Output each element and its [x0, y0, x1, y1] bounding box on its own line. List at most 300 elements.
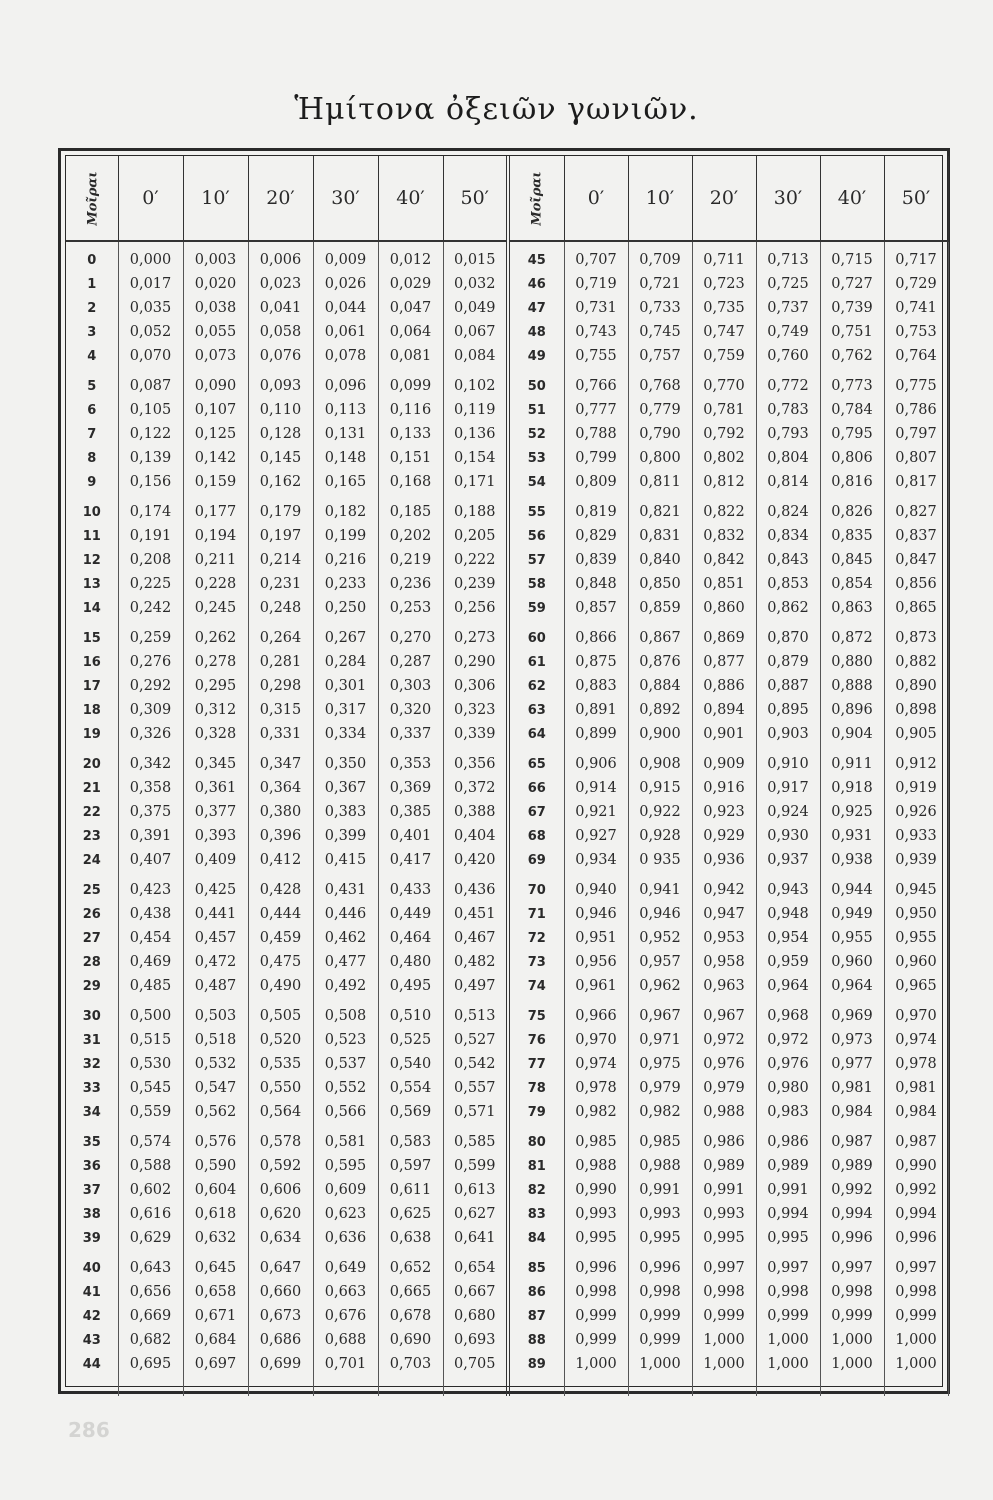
sine-value-cell: 0,993: [692, 1202, 756, 1226]
sine-value-cell: 0,993: [564, 1202, 628, 1226]
sine-value-cell: 0,375: [118, 800, 183, 824]
filler-cell: [756, 1376, 820, 1396]
sine-value-cell: 0,811: [628, 470, 692, 494]
sine-value-cell: 0,595: [313, 1154, 378, 1178]
sine-value-cell: 0,994: [756, 1202, 820, 1226]
degree-cell: 57: [508, 548, 564, 572]
sine-value-cell: 0,908: [628, 752, 692, 776]
sine-value-cell: 0,950: [884, 902, 948, 926]
sine-value-cell: 0,525: [378, 1028, 443, 1052]
table-row: [66, 626, 948, 650]
sine-value-cell: 0,116: [378, 398, 443, 422]
table-row: [66, 1004, 948, 1028]
sine-value-cell: 0,557: [443, 1076, 508, 1100]
sine-value-cell: 0,278: [183, 650, 248, 674]
sine-value-cell: 0,211: [183, 548, 248, 572]
sine-value-cell: 0,999: [692, 1304, 756, 1328]
sine-value-cell: 0,409: [183, 848, 248, 872]
sine-value-cell: 0,865: [884, 596, 948, 620]
sine-value-cell: 0,994: [820, 1202, 884, 1226]
sine-value-cell: 0,216: [313, 548, 378, 572]
sine-value-cell: 0,788: [564, 422, 628, 446]
sine-value-cell: 0,995: [564, 1226, 628, 1250]
sine-value-cell: 0,554: [378, 1076, 443, 1100]
degree-cell: 33: [66, 1076, 118, 1100]
table-row: [66, 698, 948, 722]
sine-value-cell: 0,073: [183, 344, 248, 368]
degree-cell: 4: [66, 344, 118, 368]
degree-cell: 74: [508, 974, 564, 998]
degree-cell: 76: [508, 1028, 564, 1052]
degree-cell: 13: [66, 572, 118, 596]
degree-cell: 41: [66, 1280, 118, 1304]
sine-value-cell: 0,964: [820, 974, 884, 998]
sine-value-cell: 0,113: [313, 398, 378, 422]
degree-cell: 6: [66, 398, 118, 422]
sine-value-cell: 0,151: [378, 446, 443, 470]
spacer-cell: [183, 241, 248, 248]
sine-value-cell: 0,540: [378, 1052, 443, 1076]
sine-value-cell: 0,125: [183, 422, 248, 446]
sine-value-cell: 0,219: [378, 548, 443, 572]
sine-value-cell: 0,998: [628, 1280, 692, 1304]
sine-value-cell: 0,682: [118, 1328, 183, 1352]
sine-value-cell: 0,999: [820, 1304, 884, 1328]
degree-cell: 3: [66, 320, 118, 344]
sine-value-cell: 0,342: [118, 752, 183, 776]
sine-value-cell: 0,087: [118, 374, 183, 398]
degree-cell: 36: [66, 1154, 118, 1178]
minute-header: 40′: [378, 156, 443, 241]
table-row: [66, 1352, 948, 1376]
sine-value-cell: 0,482: [443, 950, 508, 974]
degree-cell: 2: [66, 296, 118, 320]
sine-value-cell: 0,500: [118, 1004, 183, 1028]
sine-value-cell: 0,515: [118, 1028, 183, 1052]
sine-value-cell: 0,991: [692, 1178, 756, 1202]
sine-value-cell: 0,620: [248, 1202, 313, 1226]
sine-value-cell: 0,781: [692, 398, 756, 422]
sine-value-cell: 0,171: [443, 470, 508, 494]
sine-value-cell: 0,978: [884, 1052, 948, 1076]
sine-value-cell: 0,850: [628, 572, 692, 596]
sine-value-cell: 0,686: [248, 1328, 313, 1352]
sine-value-cell: 0,731: [564, 296, 628, 320]
sine-value-cell: 0,559: [118, 1100, 183, 1124]
sine-value-cell: 0,399: [313, 824, 378, 848]
sine-value-cell: 0,367: [313, 776, 378, 800]
degree-cell: 53: [508, 446, 564, 470]
sine-value-cell: 0,364: [248, 776, 313, 800]
minute-header: 40′: [820, 156, 884, 241]
sine-value-cell: 0,475: [248, 950, 313, 974]
degree-cell: 30: [66, 1004, 118, 1028]
sine-value-cell: 0,925: [820, 800, 884, 824]
sine-value-cell: 0,202: [378, 524, 443, 548]
sine-value-cell: 0,816: [820, 470, 884, 494]
table-row: [66, 398, 948, 422]
sine-value-cell: 0,924: [756, 800, 820, 824]
sine-value-cell: 0,988: [564, 1154, 628, 1178]
sine-value-cell: 0,253: [378, 596, 443, 620]
sine-value-cell: 0,703: [378, 1352, 443, 1376]
sine-value-cell: 0,961: [564, 974, 628, 998]
sine-value-cell: 0,986: [692, 1130, 756, 1154]
sine-value-cell: 0,009: [313, 248, 378, 272]
sine-value-cell: 0,972: [692, 1028, 756, 1052]
sine-value-cell: 0,999: [628, 1304, 692, 1328]
sine-value-cell: 0,723: [692, 272, 756, 296]
sine-value-cell: 0,292: [118, 674, 183, 698]
table-row: [66, 926, 948, 950]
minute-header: 30′: [313, 156, 378, 241]
table-row: [66, 974, 948, 998]
sine-value-cell: 0,891: [564, 698, 628, 722]
sine-value-cell: 0,576: [183, 1130, 248, 1154]
table-row: [66, 272, 948, 296]
sine-value-cell: 0,372: [443, 776, 508, 800]
sine-value-cell: 0,658: [183, 1280, 248, 1304]
sine-value-cell: 0,900: [628, 722, 692, 746]
sine-value-cell: 0,856: [884, 572, 948, 596]
sine-value-cell: 0,632: [183, 1226, 248, 1250]
sine-value-cell: 0,168: [378, 470, 443, 494]
sine-value-cell: 0,755: [564, 344, 628, 368]
sine-value-cell: 0,946: [564, 902, 628, 926]
sine-value-cell: 0,699: [248, 1352, 313, 1376]
sine-value-cell: 0,303: [378, 674, 443, 698]
degree-cell: 54: [508, 470, 564, 494]
sine-value-cell: 0,654: [443, 1256, 508, 1280]
sine-value-cell: 1,000: [820, 1328, 884, 1352]
sine-value-cell: 0,971: [628, 1028, 692, 1052]
sine-value-cell: 0,505: [248, 1004, 313, 1028]
sine-value-cell: 0,401: [378, 824, 443, 848]
sine-value-cell: 0,800: [628, 446, 692, 470]
sine-value-cell: 0,941: [628, 878, 692, 902]
degree-cell: 44: [66, 1352, 118, 1376]
sine-value-cell: 0,998: [756, 1280, 820, 1304]
sine-value-cell: 0,665: [378, 1280, 443, 1304]
sine-value-cell: 0,356: [443, 752, 508, 776]
sine-value-cell: 0,943: [756, 878, 820, 902]
sine-value-cell: 0,862: [756, 596, 820, 620]
spacer-cell: [820, 241, 884, 248]
sine-value-cell: 0,369: [378, 776, 443, 800]
sine-value-cell: 0,613: [443, 1178, 508, 1202]
sine-value-cell: 0,625: [378, 1202, 443, 1226]
degree-cell: 32: [66, 1052, 118, 1076]
sine-value-cell: 0,527: [443, 1028, 508, 1052]
sine-value-cell: 0,917: [756, 776, 820, 800]
sine-value-cell: 0,962: [628, 974, 692, 998]
sine-value-cell: 0,989: [820, 1154, 884, 1178]
degree-cell: 5: [66, 374, 118, 398]
sine-value-cell: 0,709: [628, 248, 692, 272]
sine-value-cell: 0,099: [378, 374, 443, 398]
sine-value-cell: 0,882: [884, 650, 948, 674]
sine-value-cell: 0,312: [183, 698, 248, 722]
sine-value-cell: 0,938: [820, 848, 884, 872]
table-row: [66, 1304, 948, 1328]
degree-cell: 88: [508, 1328, 564, 1352]
table-row: [66, 572, 948, 596]
sine-value-cell: 0,906: [564, 752, 628, 776]
sine-value-cell: 0,287: [378, 650, 443, 674]
sine-value-cell: 0,616: [118, 1202, 183, 1226]
sine-value-cell: 0,669: [118, 1304, 183, 1328]
sine-value-cell: 0,697: [183, 1352, 248, 1376]
sine-value-cell: 0,814: [756, 470, 820, 494]
sine-value-cell: 0,995: [628, 1226, 692, 1250]
sine-value-cell: 0,890: [884, 674, 948, 698]
degree-cell: 83: [508, 1202, 564, 1226]
sine-value-cell: 0,990: [884, 1154, 948, 1178]
sine-value-cell: 0,873: [884, 626, 948, 650]
spacer-cell: [628, 241, 692, 248]
sine-value-cell: 0,986: [756, 1130, 820, 1154]
sine-value-cell: 0,998: [820, 1280, 884, 1304]
sine-value-cell: 0,454: [118, 926, 183, 950]
sine-value-cell: 0,918: [820, 776, 884, 800]
table-row: [66, 1328, 948, 1352]
filler-cell: [313, 1376, 378, 1396]
table-header-row: [66, 156, 948, 241]
sine-value-cell: 0,636: [313, 1226, 378, 1250]
sine-value-cell: 0,792: [692, 422, 756, 446]
sine-value-cell: 0,784: [820, 398, 884, 422]
sine-value-cell: 0,981: [820, 1076, 884, 1100]
sine-value-cell: 0,997: [756, 1256, 820, 1280]
sine-value-cell: 0,656: [118, 1280, 183, 1304]
sine-value-cell: 0,267: [313, 626, 378, 650]
sine-value-cell: 0,228: [183, 572, 248, 596]
sine-value-cell: 0,933: [884, 824, 948, 848]
sine-value-cell: 0,847: [884, 548, 948, 572]
sine-value-cell: 0,690: [378, 1328, 443, 1352]
sine-value-cell: 0,214: [248, 548, 313, 572]
sine-value-cell: 0,017: [118, 272, 183, 296]
sine-value-cell: 0,894: [692, 698, 756, 722]
sine-value-cell: 0,145: [248, 446, 313, 470]
table-row: [66, 446, 948, 470]
sine-value-cell: 0,959: [756, 950, 820, 974]
sine-value-cell: 0,420: [443, 848, 508, 872]
sine-value-cell: 0,869: [692, 626, 756, 650]
sine-value-cell: 0,822: [692, 500, 756, 524]
sine-value-cell: 0,645: [183, 1256, 248, 1280]
degree-cell: 7: [66, 422, 118, 446]
sine-value-cell: 0,128: [248, 422, 313, 446]
table-row: [66, 248, 948, 272]
sine-value-cell: 0,695: [118, 1352, 183, 1376]
sine-value-cell: 0,957: [628, 950, 692, 974]
sine-value-cell: 0,911: [820, 752, 884, 776]
sine-value-cell: 0,634: [248, 1226, 313, 1250]
sine-value-cell: 0,944: [820, 878, 884, 902]
sine-value-cell: 0,564: [248, 1100, 313, 1124]
sine-value-cell: 0,281: [248, 650, 313, 674]
table-row: [66, 800, 948, 824]
sine-value-cell: 0,438: [118, 902, 183, 926]
sine-value-cell: 0,904: [820, 722, 884, 746]
sine-value-cell: 0,339: [443, 722, 508, 746]
sine-value-cell: 0,328: [183, 722, 248, 746]
sine-value-cell: 0,848: [564, 572, 628, 596]
sine-value-cell: 0,812: [692, 470, 756, 494]
sine-value-cell: 0,225: [118, 572, 183, 596]
sine-value-cell: 0,388: [443, 800, 508, 824]
sine-value-cell: 0,839: [564, 548, 628, 572]
sine-value-cell: 0,824: [756, 500, 820, 524]
table-row: [66, 524, 948, 548]
sine-value-cell: 0,929: [692, 824, 756, 848]
sine-value-cell: 0,817: [884, 470, 948, 494]
sine-value-cell: 0,946: [628, 902, 692, 926]
sine-value-cell: 0,361: [183, 776, 248, 800]
sine-value-cell: 0,428: [248, 878, 313, 902]
sine-value-cell: 0,231: [248, 572, 313, 596]
sine-value-cell: 0,977: [820, 1052, 884, 1076]
sine-value-cell: 0,345: [183, 752, 248, 776]
table-row: [66, 824, 948, 848]
sine-value-cell: 0,003: [183, 248, 248, 272]
minute-header: 10′: [183, 156, 248, 241]
sine-value-cell: 0,306: [443, 674, 508, 698]
sine-value-cell: 0,148: [313, 446, 378, 470]
table-row: [66, 722, 948, 746]
sine-value-cell: 0,262: [183, 626, 248, 650]
sine-value-cell: 0,973: [820, 1028, 884, 1052]
sine-value-cell: 0,809: [564, 470, 628, 494]
sine-value-cell: 0,023: [248, 272, 313, 296]
filler-cell: [66, 1376, 118, 1396]
sine-value-cell: 0,396: [248, 824, 313, 848]
sine-value-cell: 0,901: [692, 722, 756, 746]
sine-value-cell: 0,795: [820, 422, 884, 446]
sine-value-cell: 0,916: [692, 776, 756, 800]
degree-cell: 66: [508, 776, 564, 800]
sine-value-cell: 0,133: [378, 422, 443, 446]
sine-value-cell: 0,985: [628, 1130, 692, 1154]
sine-value-cell: 0,799: [564, 446, 628, 470]
sine-value-cell: 0,425: [183, 878, 248, 902]
sine-value-cell: 0,757: [628, 344, 692, 368]
sine-value-cell: 0,105: [118, 398, 183, 422]
sine-value-cell: 0,222: [443, 548, 508, 572]
filler-cell: [692, 1376, 756, 1396]
sine-value-cell: 0,910: [756, 752, 820, 776]
sine-value-cell: 0,423: [118, 878, 183, 902]
table-row: [66, 1028, 948, 1052]
sine-value-cell: 0,927: [564, 824, 628, 848]
sine-value-cell: 0,952: [628, 926, 692, 950]
sine-value-cell: 0,997: [692, 1256, 756, 1280]
degree-cell: 51: [508, 398, 564, 422]
sine-value-cell: 0,156: [118, 470, 183, 494]
sine-value-cell: 0,347: [248, 752, 313, 776]
sine-value-cell: 0,433: [378, 878, 443, 902]
degree-cell: 55: [508, 500, 564, 524]
filler-cell: [508, 1376, 564, 1396]
sine-value-cell: 0,715: [820, 248, 884, 272]
sine-value-cell: 0,713: [756, 248, 820, 272]
sine-value-cell: 0,436: [443, 878, 508, 902]
degree-cell: 73: [508, 950, 564, 974]
sine-value-cell: 0,727: [820, 272, 884, 296]
page-title: Ἡμίτονα ὀξειῶν γωνιῶν.: [294, 92, 699, 127]
sine-value-cell: 0,532: [183, 1052, 248, 1076]
degree-cell: 29: [66, 974, 118, 998]
table-row: [66, 950, 948, 974]
sine-value-cell: 0,969: [820, 1004, 884, 1028]
sine-value-cell: 0,998: [884, 1280, 948, 1304]
sine-value-cell: 0,497: [443, 974, 508, 998]
sine-value-cell: 0,627: [443, 1202, 508, 1226]
degree-cell: 65: [508, 752, 564, 776]
degree-cell: 23: [66, 824, 118, 848]
sine-value-cell: 0,029: [378, 272, 443, 296]
sine-value-cell: 0,725: [756, 272, 820, 296]
sine-value-cell: 0,987: [884, 1130, 948, 1154]
sine-value-cell: 0,832: [692, 524, 756, 548]
degree-cell: 78: [508, 1076, 564, 1100]
sine-value-cell: 0,179: [248, 500, 313, 524]
sine-value-cell: 0,592: [248, 1154, 313, 1178]
sine-value-cell: 0,026: [313, 272, 378, 296]
sine-value-cell: 0,982: [564, 1100, 628, 1124]
sine-value-cell: 0,276: [118, 650, 183, 674]
sine-value-cell: 0,566: [313, 1100, 378, 1124]
sine-value-cell: 0,840: [628, 548, 692, 572]
sine-value-cell: 0,487: [183, 974, 248, 998]
sine-value-cell: 0,174: [118, 500, 183, 524]
spacer-cell: [378, 241, 443, 248]
degree-cell: 31: [66, 1028, 118, 1052]
sine-value-cell: 0,660: [248, 1280, 313, 1304]
sine-value-cell: 0,641: [443, 1226, 508, 1250]
sine-value-cell: 0,477: [313, 950, 378, 974]
sine-value-cell: 0,590: [183, 1154, 248, 1178]
sine-value-cell: 0,887: [756, 674, 820, 698]
sine-value-cell: 0,047: [378, 296, 443, 320]
sine-value-cell: 0,985: [564, 1130, 628, 1154]
degree-cell: 37: [66, 1178, 118, 1202]
sine-value-cell: 0,905: [884, 722, 948, 746]
sine-value-cell: 0,102: [443, 374, 508, 398]
degree-cell: 75: [508, 1004, 564, 1028]
sine-value-cell: 0,827: [884, 500, 948, 524]
sine-value-cell: 0,819: [564, 500, 628, 524]
degree-cell: 49: [508, 344, 564, 368]
sine-value-cell: 0,676: [313, 1304, 378, 1328]
sine-value-cell: 0,248: [248, 596, 313, 620]
sine-value-cell: 0,981: [884, 1076, 948, 1100]
filler-cell: [628, 1376, 692, 1396]
sine-value-cell: 0,334: [313, 722, 378, 746]
sine-value-cell: 0,547: [183, 1076, 248, 1100]
sine-value-cell: 0,747: [692, 320, 756, 344]
sine-value-cell: 0,909: [692, 752, 756, 776]
sine-value-cell: 0,464: [378, 926, 443, 950]
sine-value-cell: 0,197: [248, 524, 313, 548]
sine-value-cell: 0,337: [378, 722, 443, 746]
sine-value-cell: 0,638: [378, 1226, 443, 1250]
sine-value-cell: 0,923: [692, 800, 756, 824]
sine-value-cell: 0,934: [564, 848, 628, 872]
sine-value-cell: 0,860: [692, 596, 756, 620]
sine-value-cell: 0,444: [248, 902, 313, 926]
